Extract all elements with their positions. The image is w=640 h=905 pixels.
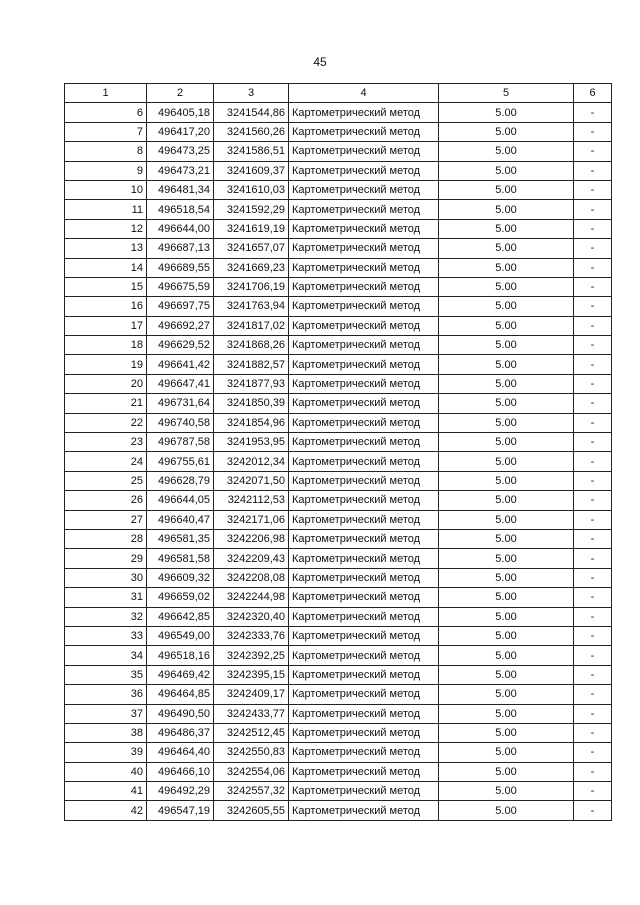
method-cell: Картометрический метод bbox=[289, 336, 439, 355]
accuracy-cell: 5.00 bbox=[439, 413, 574, 432]
method-cell: Картометрический метод bbox=[289, 374, 439, 393]
x-coordinate-cell: 496675,59 bbox=[147, 277, 214, 296]
table-row bbox=[65, 452, 612, 471]
point-number-cell: 40 bbox=[65, 762, 147, 781]
header-row bbox=[65, 84, 612, 103]
x-coordinate-cell: 496644,05 bbox=[147, 491, 214, 510]
accuracy-cell: 5.00 bbox=[439, 510, 574, 529]
method-cell: Картометрический метод bbox=[289, 568, 439, 587]
note-cell: - bbox=[574, 394, 612, 413]
table-row bbox=[65, 743, 612, 762]
x-coordinate-cell: 496486,37 bbox=[147, 723, 214, 742]
point-number-cell: 38 bbox=[65, 723, 147, 742]
note-cell: - bbox=[574, 685, 612, 704]
accuracy-cell: 5.00 bbox=[439, 743, 574, 762]
header-cell-1: 1 bbox=[65, 84, 147, 103]
coordinates-table bbox=[64, 83, 612, 821]
x-coordinate-cell: 496659,02 bbox=[147, 588, 214, 607]
accuracy-cell: 5.00 bbox=[439, 607, 574, 626]
x-coordinate-cell: 496547,19 bbox=[147, 801, 214, 820]
note-cell: - bbox=[574, 782, 612, 801]
table-row bbox=[65, 704, 612, 723]
note-cell: - bbox=[574, 336, 612, 355]
table-row bbox=[65, 491, 612, 510]
accuracy-cell: 5.00 bbox=[439, 103, 574, 122]
y-coordinate-cell: 3241544,86 bbox=[214, 103, 289, 122]
table-row bbox=[65, 161, 612, 180]
point-number-cell: 32 bbox=[65, 607, 147, 626]
x-coordinate-cell: 496731,64 bbox=[147, 394, 214, 413]
note-cell: - bbox=[574, 316, 612, 335]
x-coordinate-cell: 496642,85 bbox=[147, 607, 214, 626]
accuracy-cell: 5.00 bbox=[439, 685, 574, 704]
x-coordinate-cell: 496787,58 bbox=[147, 433, 214, 452]
accuracy-cell: 5.00 bbox=[439, 665, 574, 684]
method-cell: Картометрический метод bbox=[289, 471, 439, 490]
note-cell: - bbox=[574, 142, 612, 161]
table-row bbox=[65, 277, 612, 296]
note-cell: - bbox=[574, 200, 612, 219]
header-cell-6: 6 bbox=[574, 84, 612, 103]
method-cell: Картометрический метод bbox=[289, 161, 439, 180]
point-number-cell: 7 bbox=[65, 122, 147, 141]
x-coordinate-cell: 496581,35 bbox=[147, 529, 214, 548]
accuracy-cell: 5.00 bbox=[439, 646, 574, 665]
method-cell: Картометрический метод bbox=[289, 646, 439, 665]
table-row bbox=[65, 297, 612, 316]
point-number-cell: 34 bbox=[65, 646, 147, 665]
method-cell: Картометрический метод bbox=[289, 277, 439, 296]
method-cell: Картометрический метод bbox=[289, 743, 439, 762]
accuracy-cell: 5.00 bbox=[439, 277, 574, 296]
y-coordinate-cell: 3241817,02 bbox=[214, 316, 289, 335]
y-coordinate-cell: 3242320,40 bbox=[214, 607, 289, 626]
note-cell: - bbox=[574, 277, 612, 296]
point-number-cell: 31 bbox=[65, 588, 147, 607]
note-cell: - bbox=[574, 549, 612, 568]
accuracy-cell: 5.00 bbox=[439, 142, 574, 161]
y-coordinate-cell: 3242409,17 bbox=[214, 685, 289, 704]
y-coordinate-cell: 3242206,98 bbox=[214, 529, 289, 548]
y-coordinate-cell: 3242557,32 bbox=[214, 782, 289, 801]
table-row bbox=[65, 801, 612, 820]
x-coordinate-cell: 496740,58 bbox=[147, 413, 214, 432]
table-row bbox=[65, 607, 612, 626]
method-cell: Картометрический метод bbox=[289, 626, 439, 645]
accuracy-cell: 5.00 bbox=[439, 355, 574, 374]
table-row bbox=[65, 316, 612, 335]
method-cell: Картометрический метод bbox=[289, 588, 439, 607]
x-coordinate-cell: 496464,40 bbox=[147, 743, 214, 762]
point-number-cell: 9 bbox=[65, 161, 147, 180]
y-coordinate-cell: 3241560,26 bbox=[214, 122, 289, 141]
x-coordinate-cell: 496405,18 bbox=[147, 103, 214, 122]
note-cell: - bbox=[574, 626, 612, 645]
x-coordinate-cell: 496640,47 bbox=[147, 510, 214, 529]
method-cell: Картометрический метод bbox=[289, 549, 439, 568]
x-coordinate-cell: 496644,00 bbox=[147, 219, 214, 238]
note-cell: - bbox=[574, 239, 612, 258]
point-number-cell: 24 bbox=[65, 452, 147, 471]
point-number-cell: 37 bbox=[65, 704, 147, 723]
y-coordinate-cell: 3242012,34 bbox=[214, 452, 289, 471]
table-row bbox=[65, 142, 612, 161]
page-number: 45 bbox=[313, 55, 327, 69]
header-cell-4: 4 bbox=[289, 84, 439, 103]
table-row bbox=[65, 685, 612, 704]
table-row bbox=[65, 510, 612, 529]
point-number-cell: 28 bbox=[65, 529, 147, 548]
point-number-cell: 14 bbox=[65, 258, 147, 277]
x-coordinate-cell: 496628,79 bbox=[147, 471, 214, 490]
method-cell: Картометрический метод bbox=[289, 355, 439, 374]
method-cell: Картометрический метод bbox=[289, 491, 439, 510]
accuracy-cell: 5.00 bbox=[439, 782, 574, 801]
y-coordinate-cell: 3242392,25 bbox=[214, 646, 289, 665]
x-coordinate-cell: 496417,20 bbox=[147, 122, 214, 141]
table-row bbox=[65, 336, 612, 355]
method-cell: Картометрический метод bbox=[289, 200, 439, 219]
method-cell: Картометрический метод bbox=[289, 258, 439, 277]
y-coordinate-cell: 3241592,29 bbox=[214, 200, 289, 219]
x-coordinate-cell: 496481,34 bbox=[147, 180, 214, 199]
x-coordinate-cell: 496492,29 bbox=[147, 782, 214, 801]
accuracy-cell: 5.00 bbox=[439, 374, 574, 393]
x-coordinate-cell: 496609,32 bbox=[147, 568, 214, 587]
point-number-cell: 27 bbox=[65, 510, 147, 529]
note-cell: - bbox=[574, 607, 612, 626]
point-number-cell: 35 bbox=[65, 665, 147, 684]
point-number-cell: 22 bbox=[65, 413, 147, 432]
note-cell: - bbox=[574, 646, 612, 665]
note-cell: - bbox=[574, 258, 612, 277]
method-cell: Картометрический метод bbox=[289, 723, 439, 742]
accuracy-cell: 5.00 bbox=[439, 723, 574, 742]
y-coordinate-cell: 3242550,83 bbox=[214, 743, 289, 762]
note-cell: - bbox=[574, 510, 612, 529]
accuracy-cell: 5.00 bbox=[439, 297, 574, 316]
y-coordinate-cell: 3242171,06 bbox=[214, 510, 289, 529]
x-coordinate-cell: 496687,13 bbox=[147, 239, 214, 258]
y-coordinate-cell: 3241657,07 bbox=[214, 239, 289, 258]
y-coordinate-cell: 3241586,51 bbox=[214, 142, 289, 161]
point-number-cell: 41 bbox=[65, 782, 147, 801]
table-row bbox=[65, 588, 612, 607]
accuracy-cell: 5.00 bbox=[439, 588, 574, 607]
note-cell: - bbox=[574, 529, 612, 548]
method-cell: Картометрический метод bbox=[289, 297, 439, 316]
method-cell: Картометрический метод bbox=[289, 782, 439, 801]
table-header bbox=[65, 84, 612, 103]
y-coordinate-cell: 3241877,93 bbox=[214, 374, 289, 393]
method-cell: Картометрический метод bbox=[289, 510, 439, 529]
note-cell: - bbox=[574, 433, 612, 452]
table-row bbox=[65, 626, 612, 645]
note-cell: - bbox=[574, 801, 612, 820]
table-row bbox=[65, 258, 612, 277]
y-coordinate-cell: 3241854,96 bbox=[214, 413, 289, 432]
table-row bbox=[65, 374, 612, 393]
method-cell: Картометрический метод bbox=[289, 180, 439, 199]
note-cell: - bbox=[574, 355, 612, 374]
table-row bbox=[65, 394, 612, 413]
note-cell: - bbox=[574, 762, 612, 781]
table-row bbox=[65, 180, 612, 199]
method-cell: Картометрический метод bbox=[289, 452, 439, 471]
accuracy-cell: 5.00 bbox=[439, 316, 574, 335]
y-coordinate-cell: 3241868,26 bbox=[214, 336, 289, 355]
accuracy-cell: 5.00 bbox=[439, 626, 574, 645]
table-row bbox=[65, 549, 612, 568]
header-cell-5: 5 bbox=[439, 84, 574, 103]
method-cell: Картометрический метод bbox=[289, 801, 439, 820]
accuracy-cell: 5.00 bbox=[439, 529, 574, 548]
x-coordinate-cell: 496629,52 bbox=[147, 336, 214, 355]
point-number-cell: 18 bbox=[65, 336, 147, 355]
method-cell: Картометрический метод bbox=[289, 685, 439, 704]
y-coordinate-cell: 3241610,03 bbox=[214, 180, 289, 199]
point-number-cell: 15 bbox=[65, 277, 147, 296]
accuracy-cell: 5.00 bbox=[439, 394, 574, 413]
y-coordinate-cell: 3242112,53 bbox=[214, 491, 289, 510]
note-cell: - bbox=[574, 374, 612, 393]
y-coordinate-cell: 3242333,76 bbox=[214, 626, 289, 645]
y-coordinate-cell: 3242244,98 bbox=[214, 588, 289, 607]
method-cell: Картометрический метод bbox=[289, 529, 439, 548]
table-row bbox=[65, 355, 612, 374]
table-body bbox=[65, 103, 612, 820]
x-coordinate-cell: 496641,42 bbox=[147, 355, 214, 374]
method-cell: Картометрический метод bbox=[289, 316, 439, 335]
method-cell: Картометрический метод bbox=[289, 122, 439, 141]
table-row bbox=[65, 723, 612, 742]
table-row bbox=[65, 665, 612, 684]
accuracy-cell: 5.00 bbox=[439, 452, 574, 471]
method-cell: Картометрический метод bbox=[289, 762, 439, 781]
table-row bbox=[65, 646, 612, 665]
accuracy-cell: 5.00 bbox=[439, 762, 574, 781]
x-coordinate-cell: 496549,00 bbox=[147, 626, 214, 645]
y-coordinate-cell: 3241669,23 bbox=[214, 258, 289, 277]
note-cell: - bbox=[574, 219, 612, 238]
point-number-cell: 30 bbox=[65, 568, 147, 587]
x-coordinate-cell: 496647,41 bbox=[147, 374, 214, 393]
point-number-cell: 21 bbox=[65, 394, 147, 413]
method-cell: Картометрический метод bbox=[289, 239, 439, 258]
note-cell: - bbox=[574, 743, 612, 762]
table-row bbox=[65, 413, 612, 432]
method-cell: Картометрический метод bbox=[289, 413, 439, 432]
point-number-cell: 6 bbox=[65, 103, 147, 122]
method-cell: Картометрический метод bbox=[289, 607, 439, 626]
y-coordinate-cell: 3241706,19 bbox=[214, 277, 289, 296]
note-cell: - bbox=[574, 491, 612, 510]
note-cell: - bbox=[574, 103, 612, 122]
accuracy-cell: 5.00 bbox=[439, 161, 574, 180]
y-coordinate-cell: 3242208,08 bbox=[214, 568, 289, 587]
method-cell: Картометрический метод bbox=[289, 142, 439, 161]
accuracy-cell: 5.00 bbox=[439, 180, 574, 199]
x-coordinate-cell: 496755,61 bbox=[147, 452, 214, 471]
note-cell: - bbox=[574, 413, 612, 432]
note-cell: - bbox=[574, 297, 612, 316]
accuracy-cell: 5.00 bbox=[439, 258, 574, 277]
x-coordinate-cell: 496581,58 bbox=[147, 549, 214, 568]
header-cell-2: 2 bbox=[147, 84, 214, 103]
point-number-cell: 29 bbox=[65, 549, 147, 568]
note-cell: - bbox=[574, 665, 612, 684]
accuracy-cell: 5.00 bbox=[439, 219, 574, 238]
table-row bbox=[65, 122, 612, 141]
table-row bbox=[65, 103, 612, 122]
point-number-cell: 13 bbox=[65, 239, 147, 258]
point-number-cell: 19 bbox=[65, 355, 147, 374]
point-number-cell: 17 bbox=[65, 316, 147, 335]
table-row bbox=[65, 239, 612, 258]
method-cell: Картометрический метод bbox=[289, 219, 439, 238]
accuracy-cell: 5.00 bbox=[439, 336, 574, 355]
note-cell: - bbox=[574, 452, 612, 471]
method-cell: Картометрический метод bbox=[289, 665, 439, 684]
note-cell: - bbox=[574, 704, 612, 723]
x-coordinate-cell: 496518,54 bbox=[147, 200, 214, 219]
x-coordinate-cell: 496473,21 bbox=[147, 161, 214, 180]
y-coordinate-cell: 3241953,95 bbox=[214, 433, 289, 452]
header-cell-3: 3 bbox=[214, 84, 289, 103]
note-cell: - bbox=[574, 161, 612, 180]
x-coordinate-cell: 496466,10 bbox=[147, 762, 214, 781]
y-coordinate-cell: 3241619,19 bbox=[214, 219, 289, 238]
note-cell: - bbox=[574, 471, 612, 490]
x-coordinate-cell: 496689,55 bbox=[147, 258, 214, 277]
y-coordinate-cell: 3242554,06 bbox=[214, 762, 289, 781]
accuracy-cell: 5.00 bbox=[439, 239, 574, 258]
accuracy-cell: 5.00 bbox=[439, 491, 574, 510]
accuracy-cell: 5.00 bbox=[439, 433, 574, 452]
x-coordinate-cell: 496469,42 bbox=[147, 665, 214, 684]
method-cell: Картометрический метод bbox=[289, 704, 439, 723]
accuracy-cell: 5.00 bbox=[439, 200, 574, 219]
x-coordinate-cell: 496473,25 bbox=[147, 142, 214, 161]
table-row bbox=[65, 200, 612, 219]
y-coordinate-cell: 3242209,43 bbox=[214, 549, 289, 568]
x-coordinate-cell: 496490,50 bbox=[147, 704, 214, 723]
y-coordinate-cell: 3241882,57 bbox=[214, 355, 289, 374]
table-row bbox=[65, 568, 612, 587]
accuracy-cell: 5.00 bbox=[439, 801, 574, 820]
y-coordinate-cell: 3242395,15 bbox=[214, 665, 289, 684]
point-number-cell: 11 bbox=[65, 200, 147, 219]
y-coordinate-cell: 3241850,39 bbox=[214, 394, 289, 413]
x-coordinate-cell: 496697,75 bbox=[147, 297, 214, 316]
point-number-cell: 20 bbox=[65, 374, 147, 393]
accuracy-cell: 5.00 bbox=[439, 568, 574, 587]
table-row bbox=[65, 433, 612, 452]
table-row bbox=[65, 782, 612, 801]
y-coordinate-cell: 3242512,45 bbox=[214, 723, 289, 742]
point-number-cell: 12 bbox=[65, 219, 147, 238]
y-coordinate-cell: 3242071,50 bbox=[214, 471, 289, 490]
x-coordinate-cell: 496518,16 bbox=[147, 646, 214, 665]
y-coordinate-cell: 3242605,55 bbox=[214, 801, 289, 820]
accuracy-cell: 5.00 bbox=[439, 122, 574, 141]
table-row bbox=[65, 471, 612, 490]
note-cell: - bbox=[574, 588, 612, 607]
note-cell: - bbox=[574, 568, 612, 587]
point-number-cell: 25 bbox=[65, 471, 147, 490]
note-cell: - bbox=[574, 180, 612, 199]
x-coordinate-cell: 496464,85 bbox=[147, 685, 214, 704]
point-number-cell: 39 bbox=[65, 743, 147, 762]
accuracy-cell: 5.00 bbox=[439, 549, 574, 568]
table-row bbox=[65, 529, 612, 548]
method-cell: Картометрический метод bbox=[289, 103, 439, 122]
note-cell: - bbox=[574, 122, 612, 141]
note-cell: - bbox=[574, 723, 612, 742]
point-number-cell: 8 bbox=[65, 142, 147, 161]
point-number-cell: 23 bbox=[65, 433, 147, 452]
y-coordinate-cell: 3241763,94 bbox=[214, 297, 289, 316]
point-number-cell: 10 bbox=[65, 180, 147, 199]
y-coordinate-cell: 3241609,37 bbox=[214, 161, 289, 180]
x-coordinate-cell: 496692,27 bbox=[147, 316, 214, 335]
point-number-cell: 42 bbox=[65, 801, 147, 820]
point-number-cell: 33 bbox=[65, 626, 147, 645]
y-coordinate-cell: 3242433,77 bbox=[214, 704, 289, 723]
point-number-cell: 26 bbox=[65, 491, 147, 510]
table-row bbox=[65, 219, 612, 238]
method-cell: Картометрический метод bbox=[289, 433, 439, 452]
accuracy-cell: 5.00 bbox=[439, 704, 574, 723]
method-cell: Картометрический метод bbox=[289, 394, 439, 413]
point-number-cell: 36 bbox=[65, 685, 147, 704]
accuracy-cell: 5.00 bbox=[439, 471, 574, 490]
table-row bbox=[65, 762, 612, 781]
point-number-cell: 16 bbox=[65, 297, 147, 316]
